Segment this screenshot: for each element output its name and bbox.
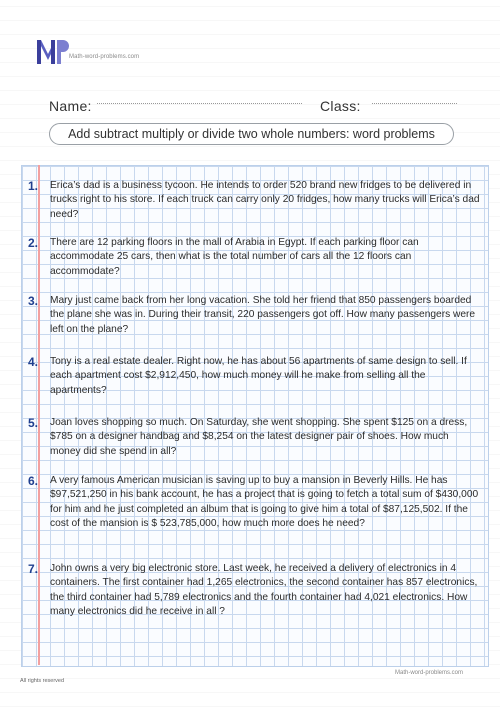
problem-text: Tony is a real estate dealer. Right now, he has about 56 apartments of same design to sell. If each apartment cost $2,912,450, how much money will he make from selling all the apartments? (50, 356, 467, 396)
footer-site: Math-word-problems.com (395, 670, 464, 676)
class-label: Class: (320, 98, 361, 114)
problem-number: 7. (28, 562, 39, 576)
problem-number: 2. (28, 236, 39, 250)
problem-number: 3. (28, 294, 39, 308)
footer-rights: All rights reserved (20, 678, 65, 684)
brand-site-text: Math-word-problems.com (69, 54, 140, 60)
problem-number: 5. (28, 416, 39, 430)
problem-number: 4. (28, 355, 39, 369)
problem-text: Mary just came back from her long vacation. She told her friend that 850 passengers boarded the plane she was in. During their transit, 220 passengers got off. How many passengers were left on the plane? (50, 295, 476, 335)
name-line[interactable] (97, 103, 302, 104)
problem-text: Erica’s dad is a business tycoon. He intends to order 520 brand new fridges to be delivered in trucks right to his store. If each truck can carry only 20 fridges, how many trucks will Erica’s dad need? (50, 180, 480, 220)
problem-number: 6. (28, 474, 39, 488)
worksheet-title: Add subtract multiply or divide two whole numbers: word problems (49, 123, 454, 145)
problem-text: A very famous American musician is saving up to buy a mansion in Beverly Hills. He has $97,521,250 in his bank account, he has a project that is going to fetch a total sum of $430,000 for him and he just completed an album that is going to give him a total of $87,125,502. If the cost of the mansion is $ 523,785,000, how much more does he need? (50, 475, 479, 530)
mp-logo-icon (37, 38, 69, 66)
problem-text: There are 12 parking floors in the mall of Arabia in Egypt. If each parking floor can accommodate 25 cars, then what is the total number of cars all the 12 floors can accommodate? (50, 237, 419, 277)
name-label: Name: (49, 98, 92, 114)
problem-number: 1. (28, 179, 39, 193)
problem-text: Joan loves shopping so much. On Saturday, she went shopping. She spent $125 on a dress, $785 on a designer handbag and $8,254 on the latest designer pair of shoes. How much money did she spend in all? (50, 417, 468, 457)
brand-logo (37, 38, 157, 68)
problem-text: John owns a very big electronic store. Last week, he received a delivery of electronics in 4 containers. The first container had 1,265 electronics, the second container has 857 electronics, the third container had 5,789 electronics and the fourth container had 4,021 electronics. How many electronics did he receive in all ? (50, 563, 478, 618)
class-line[interactable] (372, 103, 457, 104)
margin-line (38, 165, 40, 665)
